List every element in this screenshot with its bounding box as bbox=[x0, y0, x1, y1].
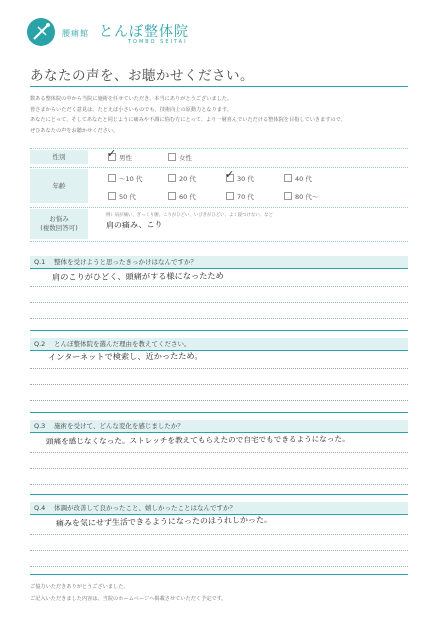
option-label: 40 代 bbox=[295, 175, 312, 183]
checkbox[interactable] bbox=[284, 174, 292, 182]
answer-4[interactable]: 痛みを気にせず生活できるようになったのはうれしかった。 bbox=[55, 515, 273, 528]
concern-label bbox=[30, 209, 88, 239]
checkbox[interactable] bbox=[108, 192, 116, 200]
answer-3[interactable]: 頭痛を感じなくなった。ストレッチを教えてもらえたので自宅でもできるようになった。 bbox=[45, 434, 350, 446]
question-text: とんぼ整体院を選んだ理由を教えてください。 bbox=[54, 340, 191, 348]
option-label: 女性 bbox=[179, 154, 192, 162]
answer-line bbox=[30, 400, 408, 401]
answer-bottom-line bbox=[30, 412, 408, 413]
intro-text bbox=[30, 94, 410, 136]
checkbox[interactable] bbox=[168, 153, 176, 161]
option-label: 男性 bbox=[119, 154, 132, 162]
age-option[interactable] bbox=[284, 192, 318, 201]
question-text: 施術を受けて、どんな変化を感じましたか？ bbox=[54, 422, 184, 430]
option-label: 20 代 bbox=[179, 175, 196, 183]
footer-thanks: ご協力いただきありがとうございました。 bbox=[30, 584, 129, 590]
answer-line bbox=[30, 550, 408, 551]
question-text: 体調が改善して良かったこと、嬉しかったことはなんですか？ bbox=[54, 504, 236, 512]
answer-top-line bbox=[30, 432, 408, 433]
age-label: 年齢 bbox=[30, 169, 88, 203]
checkbox[interactable] bbox=[284, 192, 292, 200]
row-divider bbox=[30, 241, 408, 242]
checkmark-icon: ✓ bbox=[107, 147, 117, 160]
question-number: Q.2 bbox=[34, 340, 46, 348]
question-header-1 bbox=[30, 256, 408, 268]
concern-sample-text: 例）肩が痛い、ぎっくり腰、こりがひどい、いびきがひどい、よく寝つけない、など bbox=[106, 213, 273, 218]
gender-label: 性別 bbox=[30, 150, 88, 164]
answer-bottom-line bbox=[30, 494, 408, 495]
question-text: 整体を受けようと思ったきっかけはなんですか？ bbox=[54, 258, 197, 266]
question-header-2 bbox=[30, 338, 408, 350]
age-option[interactable] bbox=[108, 192, 136, 201]
answer-line bbox=[30, 566, 408, 567]
answer-line bbox=[30, 384, 408, 385]
option-label: 30 代 bbox=[237, 175, 254, 183]
answer-bottom-line bbox=[30, 574, 408, 575]
answer-line bbox=[30, 534, 408, 535]
intro-line: 皆さまからいただく意見は、たとえば小さいものでも、技術向上の原動力となります。 bbox=[30, 106, 232, 113]
question-number: Q.3 bbox=[34, 422, 46, 430]
option-label: 〜10 代 bbox=[119, 175, 143, 183]
question-number: Q.1 bbox=[34, 258, 46, 266]
answer-2[interactable]: インターネットで検索し、近かったため。 bbox=[47, 350, 203, 362]
option-label: 50 代 bbox=[119, 193, 136, 201]
answer-1[interactable]: 肩のこりがひどく、頭痛がする様になったため bbox=[51, 270, 224, 282]
concern-label-line: (複数回答可) bbox=[40, 224, 78, 232]
answer-line bbox=[30, 302, 408, 303]
checkbox[interactable] bbox=[108, 174, 116, 182]
answer-line bbox=[30, 484, 408, 485]
gender-option-female[interactable] bbox=[168, 153, 192, 162]
checkmark-icon: ✓ bbox=[225, 168, 235, 181]
checkbox[interactable] bbox=[168, 192, 176, 200]
intro-line: ぜひあなたの声をお聴かせください。 bbox=[30, 127, 119, 134]
checkbox[interactable] bbox=[168, 174, 176, 182]
question-number: Q.4 bbox=[34, 504, 46, 512]
brand-roman: TOMBO SEITAI bbox=[128, 39, 188, 45]
intro-line: 数ある整体院の中から当院に施術を任せていただき、本当にありがとうございました。 bbox=[30, 96, 233, 102]
age-option[interactable] bbox=[284, 174, 312, 183]
age-option[interactable] bbox=[108, 174, 142, 183]
brand-small-label: 腰痛館 bbox=[62, 29, 89, 38]
footer-note: ご記入いただきました内容は、当院のホームページへ掲載させていただく予定です。 bbox=[30, 596, 227, 602]
answer-line bbox=[30, 468, 408, 469]
row-divider bbox=[30, 167, 408, 168]
checkbox[interactable] bbox=[226, 192, 234, 200]
option-label: 70 代 bbox=[237, 193, 254, 201]
answer-line bbox=[30, 452, 408, 453]
brand-name: とんぼ整体院 bbox=[99, 24, 189, 40]
answer-line bbox=[30, 286, 408, 287]
age-option[interactable] bbox=[168, 192, 196, 201]
option-label: 60 代 bbox=[179, 193, 196, 201]
row-divider bbox=[30, 148, 408, 149]
logo-icon bbox=[27, 18, 55, 46]
age-option[interactable] bbox=[168, 174, 196, 183]
option-label: 80 代〜 bbox=[295, 193, 319, 201]
intro-line: あなたにとって、そしてあなたと同じように痛みや不調に悩む方にとって、より一層喜んでいただける整体院を目指していきますので、 bbox=[30, 117, 346, 123]
question-header-4 bbox=[30, 502, 408, 514]
answer-line bbox=[30, 318, 408, 319]
age-option[interactable] bbox=[226, 192, 254, 201]
answer-top-line bbox=[30, 268, 408, 269]
concern-label-line: お悩み bbox=[49, 215, 69, 223]
answer-bottom-line bbox=[30, 330, 408, 331]
answer-line bbox=[30, 368, 408, 369]
row-divider bbox=[30, 207, 408, 208]
title-divider bbox=[30, 86, 408, 87]
concern-answer[interactable]: 肩の痛み、こり bbox=[105, 220, 163, 230]
question-header-3 bbox=[30, 420, 408, 432]
page-title: あなたの声を、お聴かせください。 bbox=[30, 68, 254, 84]
